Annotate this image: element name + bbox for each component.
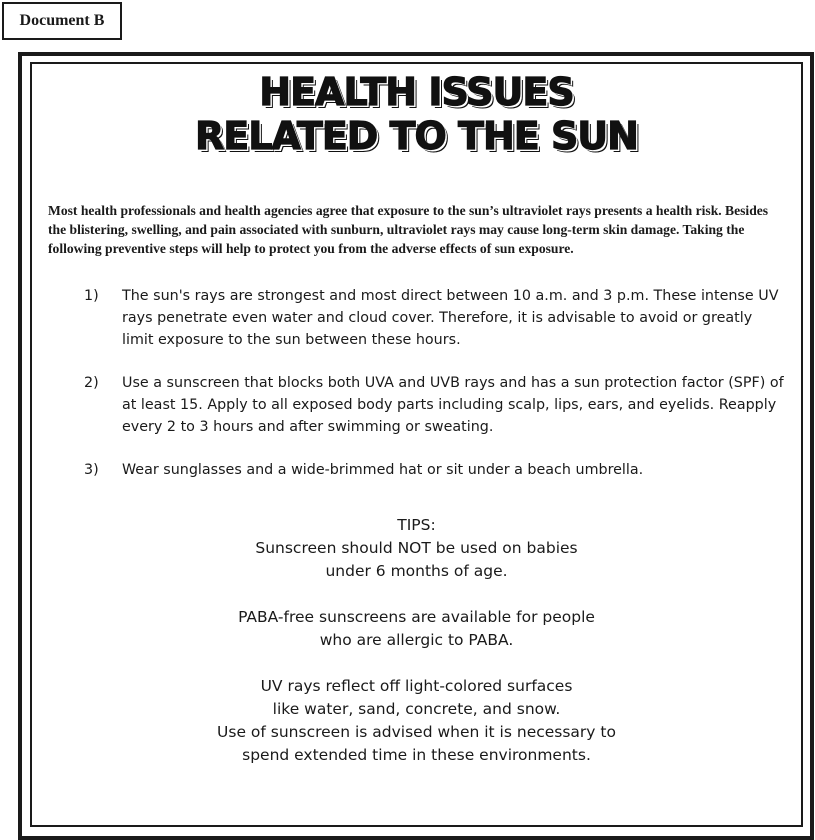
step-number: 1) — [84, 288, 99, 304]
document-label: Document B — [2, 2, 122, 40]
list-item — [84, 285, 784, 351]
step-text: The sun's rays are strongest and most direct between 10 a.m. and 3 p.m. These intense UV rays penetrate even water and cloud cover. Therefore, it is advisable to avoid or greatly limit exposure to the sun between these hours. — [122, 288, 779, 348]
list-item — [84, 372, 784, 438]
tip-line: UV rays reflect off light-colored surfaces — [260, 677, 573, 695]
tip-group — [30, 537, 803, 583]
title-line-2: RELATED TO THE SUN — [195, 114, 638, 158]
tip-line: who are allergic to PABA. — [319, 631, 514, 649]
page-title — [30, 70, 803, 158]
tip-group — [30, 675, 803, 767]
tip-line: Sunscreen should NOT be used on babies — [255, 539, 578, 557]
tip-group — [30, 606, 803, 652]
title-line-1: HEALTH ISSUES — [259, 70, 574, 114]
tip-line: under 6 months of age. — [325, 562, 508, 580]
steps-list — [84, 285, 784, 502]
tip-line: Use of sunscreen is advised when it is necessary to — [217, 723, 616, 741]
tip-line: like water, sand, concrete, and snow. — [272, 700, 561, 718]
step-number: 2) — [84, 375, 99, 391]
step-text: Wear sunglasses and a wide-brimmed hat or sit under a beach umbrella. — [122, 462, 644, 478]
list-item — [84, 459, 784, 481]
step-text: Use a sunscreen that blocks both UVA and UVB rays and has a sun protection factor (SPF) of at least 15. Apply to all exposed body parts including scalp, lips, ears, and eyelids. Reapply every 2 to 3 hours and after swimming or sweating. — [122, 375, 784, 435]
tip-line: spend extended time in these environments. — [242, 746, 591, 764]
tips-heading: TIPS: — [397, 516, 436, 534]
tip-line: PABA-free sunscreens are available for people — [238, 608, 595, 626]
tips-section — [30, 514, 803, 790]
intro-paragraph: Most health professionals and health agencies agree that exposure to the sun’s ultraviolet rays presents a health risk. Besides the blistering, swelling, and pain associated with sunburn, ultraviolet rays may cause long-term skin damage. Taking the following preventive steps will help to protect you from the adverse effects of sun exposure. — [48, 203, 769, 256]
step-number: 3) — [84, 462, 99, 478]
